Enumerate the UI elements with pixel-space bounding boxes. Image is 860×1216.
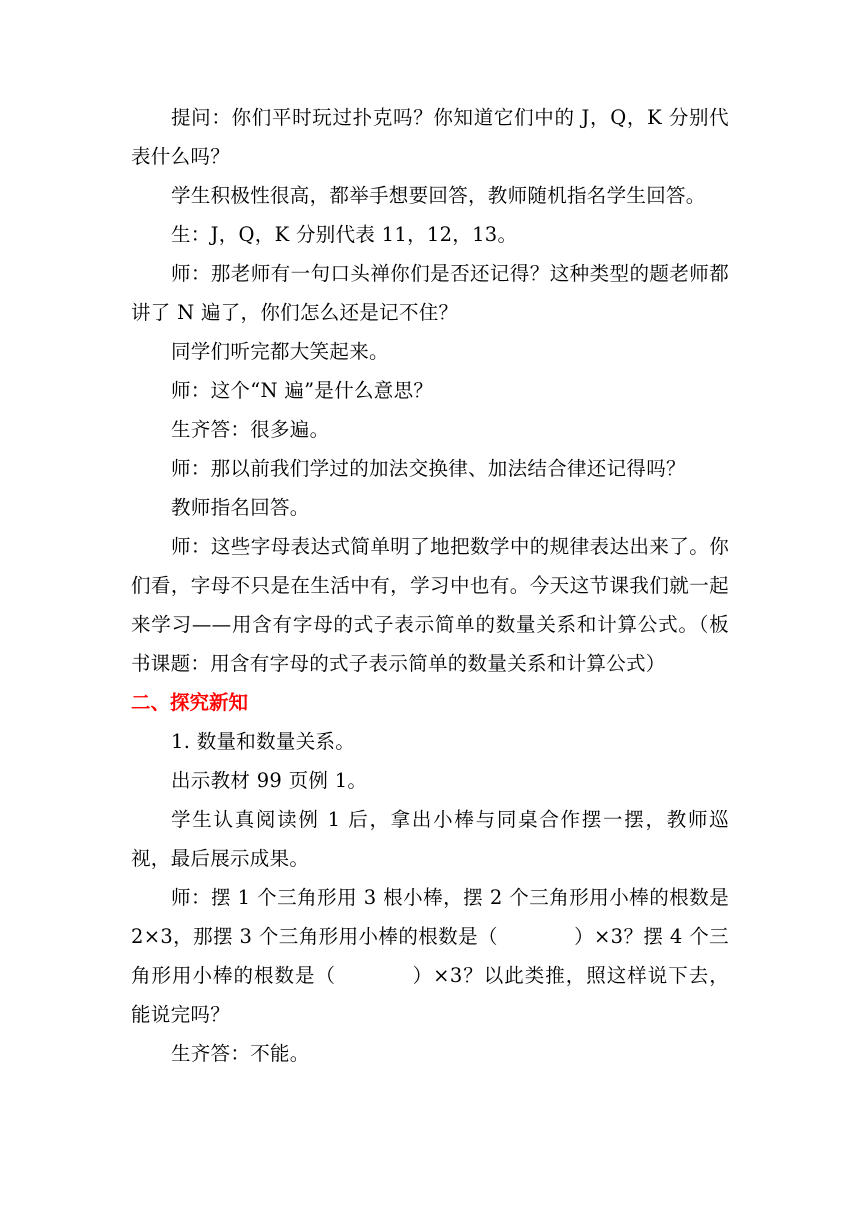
text-segment: ）×3？摆 4 个三角形用小棒的根数是（ [131,925,729,987]
narration-paragraph: 学生认真阅读例 1 后，拿出小棒与同桌合作摆一摆，教师巡视，最后展示成果。 [131,808,729,870]
section-heading: 二、探究新知 [131,691,249,714]
question-paragraph: 提问：你们平时玩过扑克吗？你知道它们中的 J，Q，K 分别代表什么吗？ [131,106,729,168]
narration-paragraph: 学生积极性很高，都举手想要回答，教师随机指名学生回答。 [171,184,706,207]
teacher-paragraph: 师：那老师有一句口头禅你们是否还记得？这种类型的题老师都讲了 N 遍了，你们怎么还是记不住？ [131,262,729,324]
text-segment: ）×3？以此类推，照这样说下去，能说完吗？ [131,964,729,1026]
teacher-question-with-blanks [131,878,729,1034]
narration-paragraph: 出示教材 99 页例 1。 [171,769,368,792]
document-body [131,98,729,1073]
teacher-paragraph: 师：这个“N 遍”是什么意思？ [171,379,434,402]
subsection-title: 1. 数量和数量关系。 [171,730,356,753]
text-segment: 师：摆 1 个三角形用 3 根小棒，摆 2 个三角形用小棒的根数是 2×3，那摆 3 个三角形用小棒的根数是（ [131,886,729,948]
narration-paragraph: 同学们听完都大笑起来。 [171,340,389,363]
narration-paragraph: 教师指名回答。 [171,496,310,519]
teacher-paragraph: 师：那以前我们学过的加法交换律、加法结合律还记得吗？ [171,457,686,480]
teacher-paragraph: 师：这些字母表达式简单明了地把数学中的规律表达出来了。你们看，字母不只是在生活中有，学习中也有。今天这节课我们就一起来学习——用含有字母的式子表示简单的数量关系和计算公式。（板书课题：用含有字母的式子表示简单的数量关系和计算公式） [131,535,729,675]
student-answer-paragraph: 生齐答：很多遍。 [171,418,330,441]
student-answer-paragraph: 生：J，Q，K 分别代表 11，12，13。 [171,223,518,246]
student-answer-paragraph: 生齐答：不能。 [171,1042,310,1065]
